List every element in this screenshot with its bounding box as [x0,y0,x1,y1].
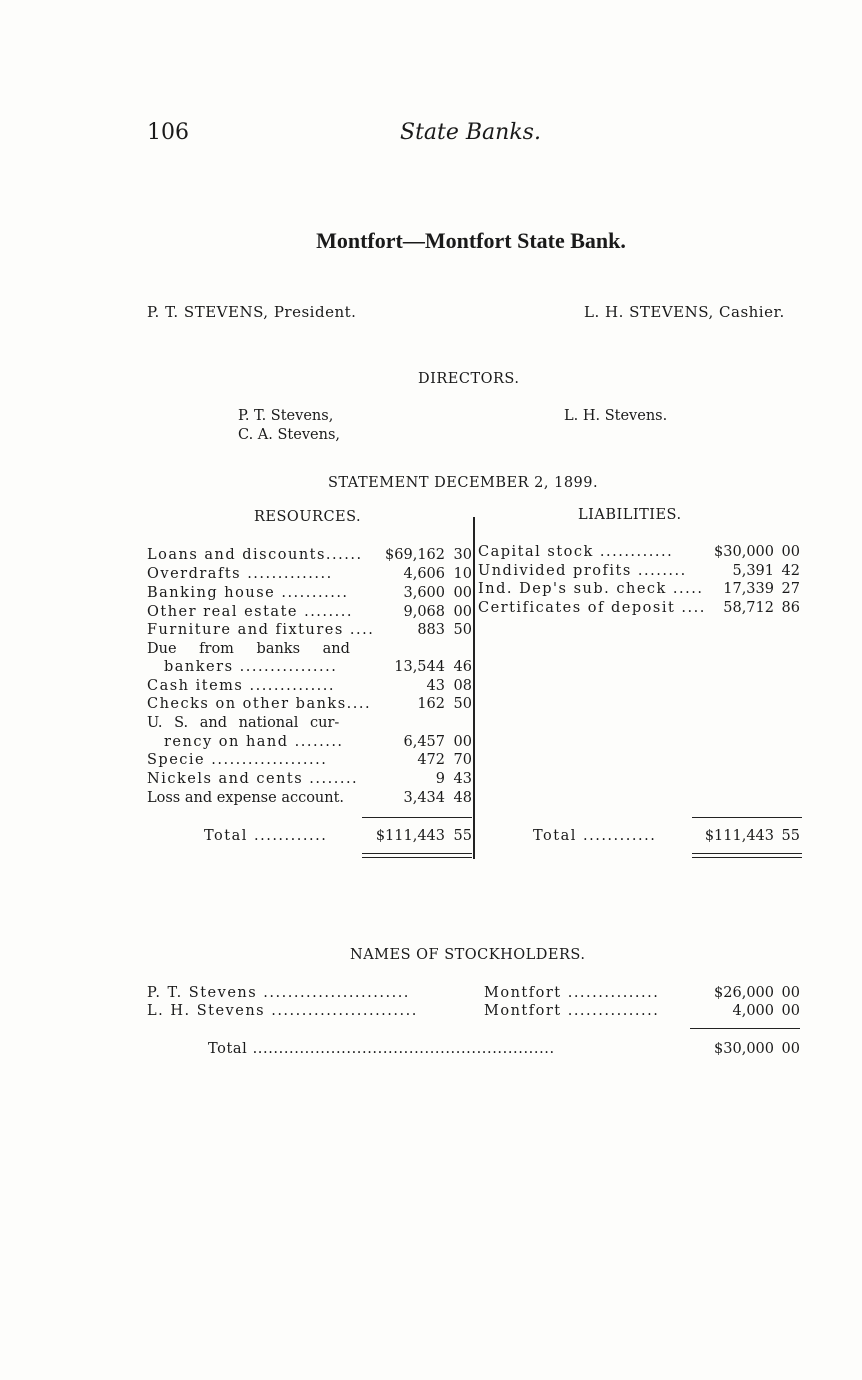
row-dollars: 3,600 [403,585,445,601]
double-rule [692,853,802,854]
director-name: C. A. Stevens, [238,427,340,443]
row-dollars: $30,000 [714,544,774,560]
total-label: Total ............ [204,828,328,844]
page-number: 106 [147,120,189,145]
total-cents: 00 [781,1041,800,1057]
row-cents: 50 [453,696,472,712]
row-label: Nickels and cents ........ [147,771,359,787]
row-label: Cash items .............. [147,678,336,694]
row-cents: 43 [453,771,472,787]
total-dollars: $30,000 [714,1041,774,1057]
row-label: Other real estate ........ [147,604,353,620]
double-rule [362,857,472,858]
director-name: P. T. Stevens, [238,408,334,424]
row-dollars: 17,339 [723,581,774,597]
row-label: Overdrafts .............. [147,566,333,582]
column-divider [473,517,475,859]
row-dollars: 9,068 [403,604,445,620]
stockholder-town: Montfort ............... [484,985,660,1001]
stockholder-name: L. H. Stevens ........................ [147,1003,418,1019]
row-cents: 00 [453,585,472,601]
stockholder-dollars: 4,000 [732,1003,774,1019]
row-label: Ind. Dep's sub. check ..... [478,581,704,597]
cashier-line: L. H. STEVENS, Cashier. [584,303,785,321]
row-label: Checks on other banks.... [147,696,372,712]
row-label: Certificates of deposit .... [478,600,706,616]
stockholder-dollars: $26,000 [714,985,774,1001]
row-dollars: 9 [435,771,445,787]
row-label: bankers ................ [164,659,338,675]
row-dollars: 883 [417,622,445,638]
director-name: L. H. Stevens. [564,408,668,424]
row-dollars: 5,391 [732,563,774,579]
row-label: Loans and discounts...... [147,547,363,563]
row-dollars: 4,606 [403,566,445,582]
total-label: Total .......................................................... [208,1041,555,1057]
row-dollars: $69,162 [385,547,445,563]
row-label: Banking house ........... [147,585,349,601]
row-cents: 48 [453,790,472,806]
row-cents: 10 [453,566,472,582]
bank-title: Montfort—Montfort State Bank. [316,228,626,253]
sum-rule [690,1028,800,1029]
row-cents: 46 [453,659,472,675]
row-label: Specie ................... [147,752,328,768]
row-cents: 00 [453,734,472,750]
row-cents: 00 [781,544,800,560]
liabilities-heading: LIABILITIES. [578,507,682,523]
row-cents: 50 [453,622,472,638]
statement-heading: STATEMENT DECEMBER 2, 1899. [328,475,599,491]
row-cents: 30 [453,547,472,563]
total-label: Total ............ [533,828,657,844]
sum-rule [362,817,472,818]
total-dollars: $111,443 [704,828,774,844]
row-cents: 27 [781,581,800,597]
stockholder-cents: 00 [781,985,800,1001]
row-cents: 42 [781,563,800,579]
row-cents: 86 [781,600,800,616]
row-dollars: 58,712 [723,600,774,616]
row-cents: 00 [453,604,472,620]
row-label: Loss and expense account. [147,790,345,806]
double-rule [692,857,802,858]
total-cents: 55 [781,828,800,844]
double-rule [362,853,472,854]
running-title: State Banks. [400,120,541,145]
stockholders-heading: NAMES OF STOCKHOLDERS. [350,947,586,963]
row-label: Capital stock ............ [478,544,674,560]
row-cents: 70 [453,752,472,768]
row-dollars: 3,434 [403,790,445,806]
row-label: U. S. and national cur- [147,715,340,731]
row-dollars: 162 [417,696,445,712]
row-label: Undivided profits ........ [478,563,687,579]
row-dollars: 6,457 [403,734,445,750]
stockholder-cents: 00 [781,1003,800,1019]
president-line: P. T. STEVENS, President. [147,303,357,321]
row-dollars: 13,544 [394,659,445,675]
total-cents: 55 [453,828,472,844]
stockholder-name: P. T. Stevens ........................ [147,985,410,1001]
total-dollars: $111,443 [375,828,445,844]
stockholder-town: Montfort ............... [484,1003,660,1019]
row-dollars: 43 [426,678,445,694]
resources-heading: RESOURCES. [254,509,362,525]
sum-rule [692,817,802,818]
row-label: rency on hand ........ [164,734,344,750]
row-cents: 08 [453,678,472,694]
row-label: Due from banks and [147,641,350,657]
row-label: Furniture and fixtures .... [147,622,375,638]
row-dollars: 472 [417,752,445,768]
directors-heading: DIRECTORS. [418,371,520,387]
